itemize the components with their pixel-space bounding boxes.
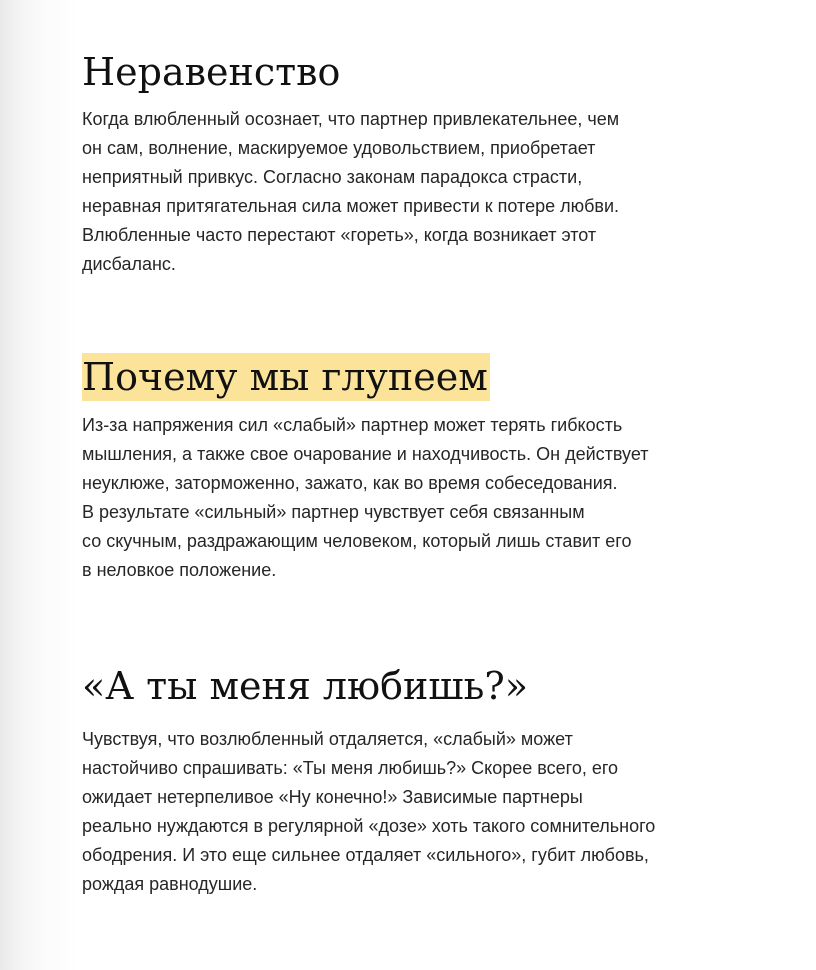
paragraph-line: рождая равнодушие. (82, 874, 258, 894)
paragraph-line: Чувствуя, что возлюбленный отдаляется, «слабый» может (82, 729, 573, 749)
paragraph-line: он сам, волнение, маскируемое удовольствием, приобретает (82, 138, 596, 158)
paragraph-line: Из-за напряжения сил «слабый» партнер может терять гибкость (82, 415, 623, 435)
section-paragraph (82, 725, 742, 899)
paragraph-line: дисбаланс. (82, 254, 176, 274)
paragraph-line: Влюбленные часто перестают «гореть», когда возникает этот (82, 225, 597, 245)
highlighted-section-heading: Почему мы глупеем (82, 355, 488, 399)
paragraph-line: со скучным, раздражающим человеком, который лишь ставит его (82, 531, 632, 551)
section-inequality (82, 48, 742, 279)
paragraph-line: неприятный привкус. Согласно законам парадокса страсти, (82, 167, 583, 187)
section-do-you-love-me (82, 660, 742, 899)
paragraph-line: мышления, а также свое очарование и находчивость. Он действует (82, 444, 649, 464)
section-heading: Неравенство (82, 50, 341, 94)
paragraph-line: реально нуждаются в регулярной «дозе» хоть такого сомнительного (82, 816, 656, 836)
paragraph-line: ожидает нетерпеливое «Ну конечно!» Зависимые партнеры (82, 787, 583, 807)
section-heading: «А ты меня любишь?» (82, 664, 528, 708)
paragraph-line: в неловкое положение. (82, 560, 277, 580)
paragraph-line: неравная притягательная сила может привести к потере любви. (82, 196, 620, 216)
paragraph-line: настойчиво спрашивать: «Ты меня любишь?» Скорее всего, его (82, 758, 619, 778)
section-paragraph (82, 411, 742, 585)
paragraph-line: ободрения. И это еще сильнее отдаляет «сильного», губит любовь, (82, 845, 649, 865)
paragraph-line: неуклюже, заторможенно, зажато, как во время собеседования. (82, 473, 618, 493)
section-why-we-get-dumber (82, 353, 742, 585)
paragraph-line: Когда влюбленный осознает, что партнер привлекательнее, чем (82, 109, 620, 129)
paragraph-line: В результате «сильный» партнер чувствует себя связанным (82, 502, 585, 522)
section-paragraph (82, 105, 742, 279)
